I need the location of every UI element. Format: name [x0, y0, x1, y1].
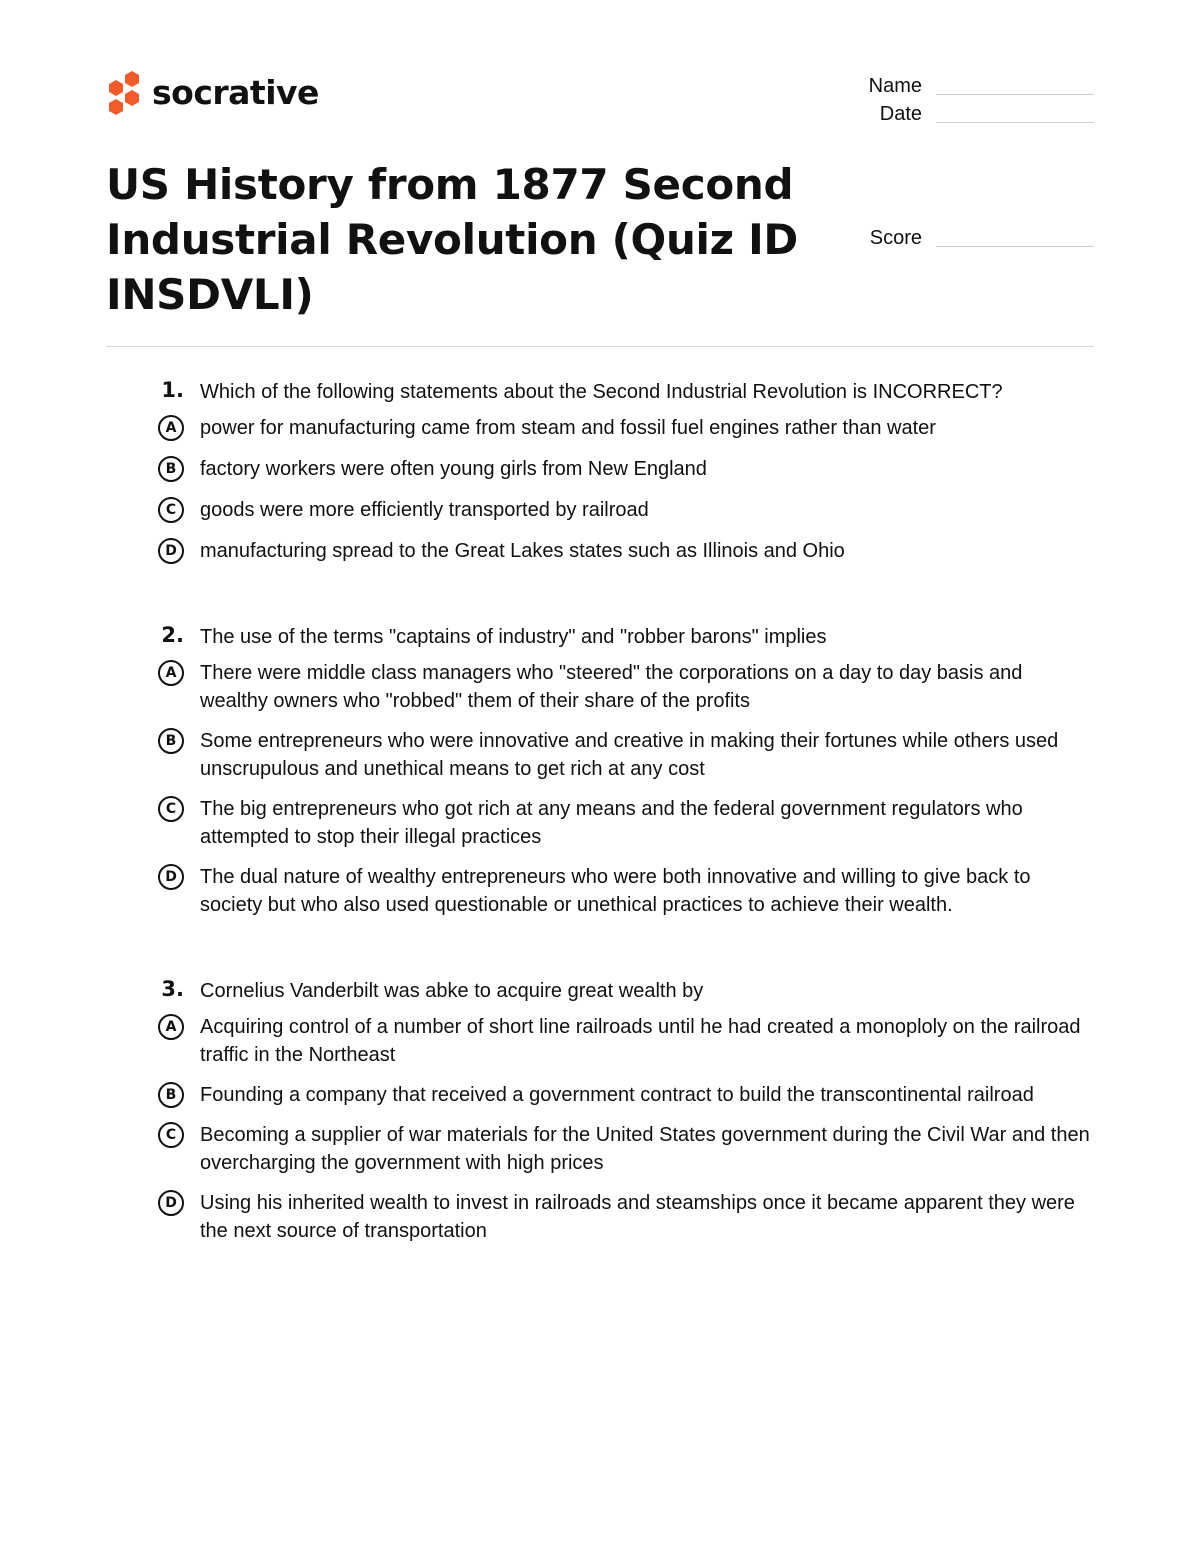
- date-input-line[interactable]: [936, 122, 1094, 123]
- option-c-bubble[interactable]: C: [158, 1122, 184, 1148]
- score-input-line[interactable]: [936, 246, 1094, 247]
- option-text: manufacturing spread to the Great Lakes states such as Illinois and Ohio: [200, 540, 845, 562]
- option-a[interactable]: [0, 414, 1200, 442]
- option-a-bubble[interactable]: A: [158, 660, 184, 686]
- name-date-fields: [842, 72, 1094, 128]
- option-text: goods were more efficiently transported by railroad: [200, 499, 649, 521]
- name-input-line[interactable]: [936, 94, 1094, 95]
- brand-name: socrative: [152, 72, 319, 112]
- question-number: 1.: [161, 378, 184, 402]
- option-a[interactable]: [0, 1013, 1200, 1069]
- question-text: Cornelius Vanderbilt was abke to acquire great wealth by: [200, 980, 704, 1002]
- date-field[interactable]: [842, 100, 1094, 128]
- name-field[interactable]: [842, 72, 1094, 100]
- question-number: 2.: [161, 623, 184, 647]
- option-b[interactable]: [0, 727, 1200, 783]
- option-text: Becoming a supplier of war materials for the United States government during the Civil War and then overcharging the government with high prices: [200, 1124, 1090, 1174]
- option-c[interactable]: [0, 1121, 1200, 1177]
- option-c[interactable]: [0, 795, 1200, 851]
- score-field-group: [842, 224, 1094, 252]
- option-text: The big entrepreneurs who got rich at any means and the federal government regulators who attempted to stop their illegal practices: [200, 798, 1023, 848]
- option-d[interactable]: [0, 863, 1200, 919]
- option-text: power for manufacturing came from steam and fossil fuel engines rather than water: [200, 417, 936, 439]
- option-text: Some entrepreneurs who were innovative and creative in making their fortunes while others used unscrupulous and unethical means to get rich at any cost: [200, 730, 1059, 780]
- option-c-bubble[interactable]: C: [158, 796, 184, 822]
- option-d[interactable]: [0, 537, 1200, 565]
- quiz-title: US History from 1877 Second Industrial Revolution (Quiz ID INSDVLI): [106, 160, 798, 319]
- option-b-bubble[interactable]: B: [158, 728, 184, 754]
- option-a[interactable]: [0, 659, 1200, 715]
- option-a-bubble[interactable]: A: [158, 1014, 184, 1040]
- question-3: [0, 977, 1200, 1245]
- option-b-bubble[interactable]: B: [158, 456, 184, 482]
- option-text: Using his inherited wealth to invest in railroads and steamships once it became apparent they were the next source of transportation: [200, 1192, 1075, 1242]
- question-number: 3.: [161, 977, 184, 1001]
- option-text: The dual nature of wealthy entrepreneurs who were both innovative and willing to give back to society but who also used questionable or unethical practices to achieve their wealth.: [200, 866, 1031, 916]
- option-b[interactable]: [0, 1081, 1200, 1109]
- option-text: Founding a company that received a government contract to build the transcontinental railroad: [200, 1084, 1034, 1106]
- option-d-bubble[interactable]: D: [158, 1190, 184, 1216]
- option-text: Acquiring control of a number of short line railroads until he had created a monoploly on the railroad traffic in the Northeast: [200, 1016, 1081, 1066]
- header-divider: [106, 346, 1094, 347]
- option-c[interactable]: [0, 496, 1200, 524]
- option-text: factory workers were often young girls from New England: [200, 458, 707, 480]
- option-c-bubble[interactable]: C: [158, 497, 184, 523]
- score-label: Score: [869, 226, 922, 249]
- score-field[interactable]: [842, 224, 1094, 252]
- date-label: Date: [879, 102, 922, 125]
- question-2: [0, 623, 1200, 919]
- option-b[interactable]: [0, 455, 1200, 483]
- question-1: [0, 378, 1200, 565]
- option-d-bubble[interactable]: D: [158, 864, 184, 890]
- option-a-bubble[interactable]: A: [158, 415, 184, 441]
- socrative-logo: [106, 70, 319, 116]
- hexagon-cluster-icon: [106, 70, 142, 116]
- option-d-bubble[interactable]: D: [158, 538, 184, 564]
- question-list: [0, 378, 1200, 1291]
- question-text: The use of the terms "captains of industry" and "robber barons" implies: [200, 626, 827, 648]
- option-b-bubble[interactable]: B: [158, 1082, 184, 1108]
- option-d[interactable]: [0, 1189, 1200, 1245]
- question-text: Which of the following statements about the Second Industrial Revolution is INCORRECT?: [200, 381, 1003, 403]
- option-text: There were middle class managers who "steered" the corporations on a day to day basis and wealthy owners who "robbed" them of their share of the profits: [200, 662, 1023, 712]
- name-label: Name: [868, 74, 922, 97]
